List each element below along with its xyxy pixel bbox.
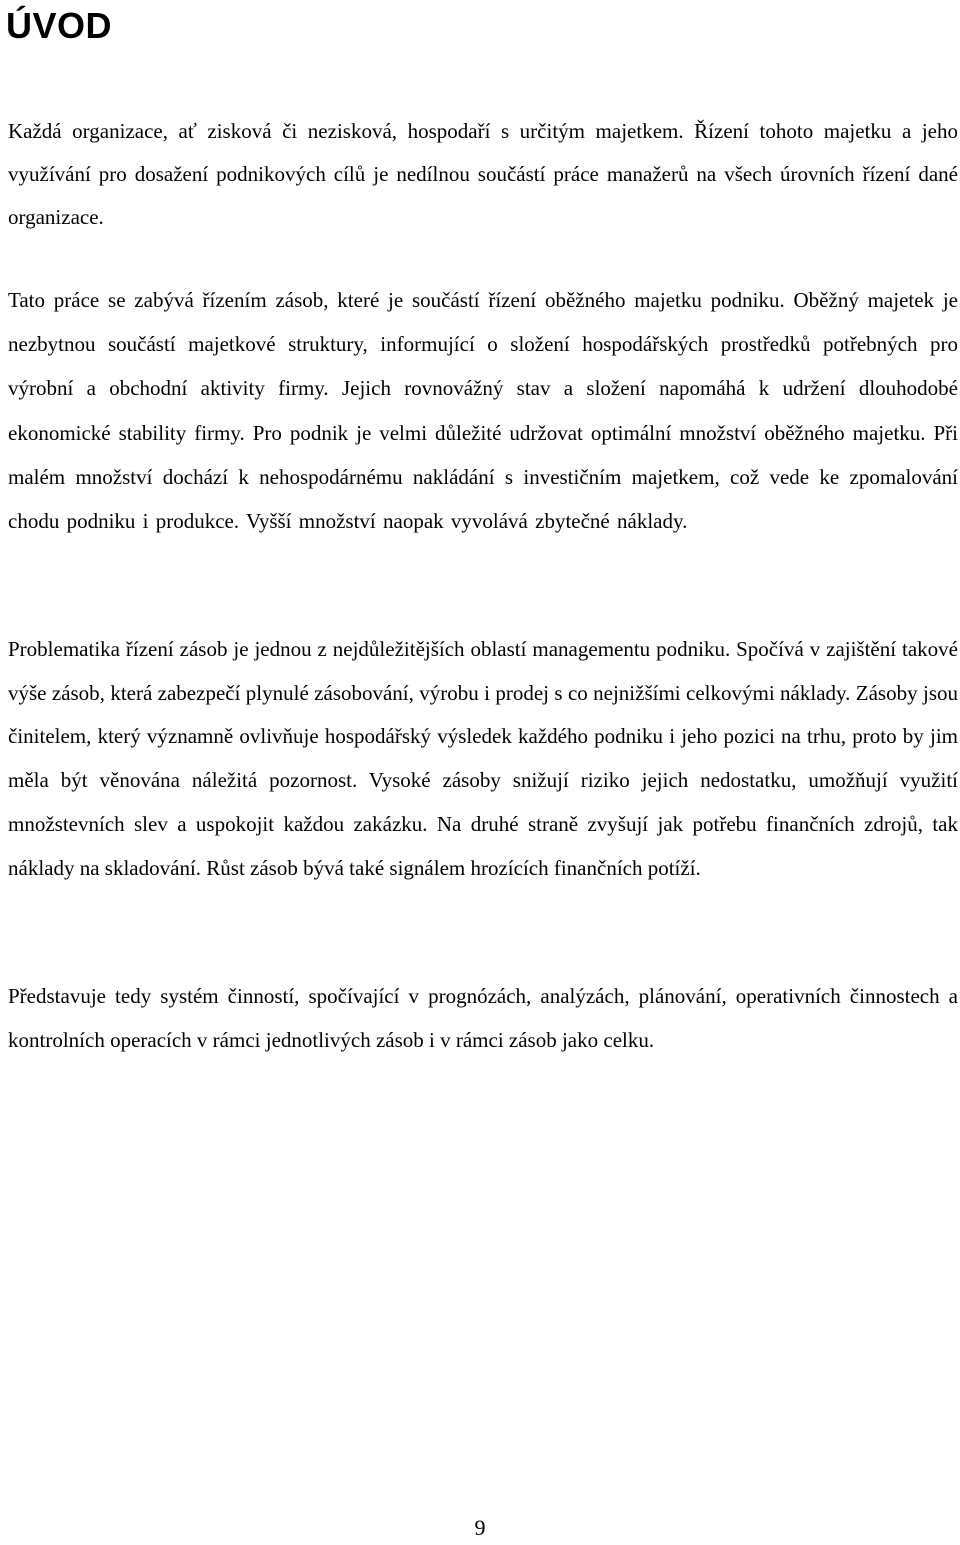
page-number: 9 <box>474 1515 486 1540</box>
paragraph-system-of-activities: Představuje tedy systém činností, spočívající v prognózách, analýzách, plánování, operativních činnostech a kontrolních operacích v rámci jednotlivých zásob i v rámci zásob jako celku. <box>8 984 958 1052</box>
paragraph-intro: Každá organizace, ať zisková či nezisková, hospodaří s určitým majetkem. Řízení tohoto majetku a jeho využívání pro dosažení podnikových cílů je nedílnou součástí práce manažerů na všech úrovních řízení dané organizace. <box>8 119 958 229</box>
paragraph-inventory-management: Problematika řízení zásob je jednou z nejdůležitějších oblastí managementu podniku. Spočívá v zajištění takové výše zásob, která zabezpečí plynulé zásobování, výrobu i prodej s co nejnižšími celkovými náklady. Zásoby jsou činitelem, který významně ovlivňuje hospodářský výsledek každého podniku i jeho pozici na trhu, proto by jim měla být věnována náležitá pozornost. Vysoké zásoby snižují riziko jejich nedostatku, umožňují využití množstevních slev a uspokojit každou zakázku. Na druhé straně zvyšují jak potřebu finančních zdrojů, tak náklady na skladování. Růst zásob bývá také signálem hrozících finančních potíží. <box>8 637 958 880</box>
paragraph-current-assets: Tato práce se zabývá řízením zásob, které je součástí řízení oběžného majetku podniku. Oběžný majetek je nezbytnou součástí majetkové struktury, informující o složení hospodářských prostředků potřebných pro výrobní a obchodní aktivity firmy. Jejich rovnovážný stav a složení napomáhá k udržení dlouhodobé ekonomické stability firmy. Pro podnik je velmi důležité udržovat optimální množství oběžného majetku. Při malém množství dochází k nehospodárnému nakládání s investičním majetkem, což vede ke zpomalování chodu podniku i produkce. Vyšší množství naopak vyvolává zbytečné náklady. <box>8 288 958 534</box>
section-heading: ÚVOD <box>6 5 113 46</box>
